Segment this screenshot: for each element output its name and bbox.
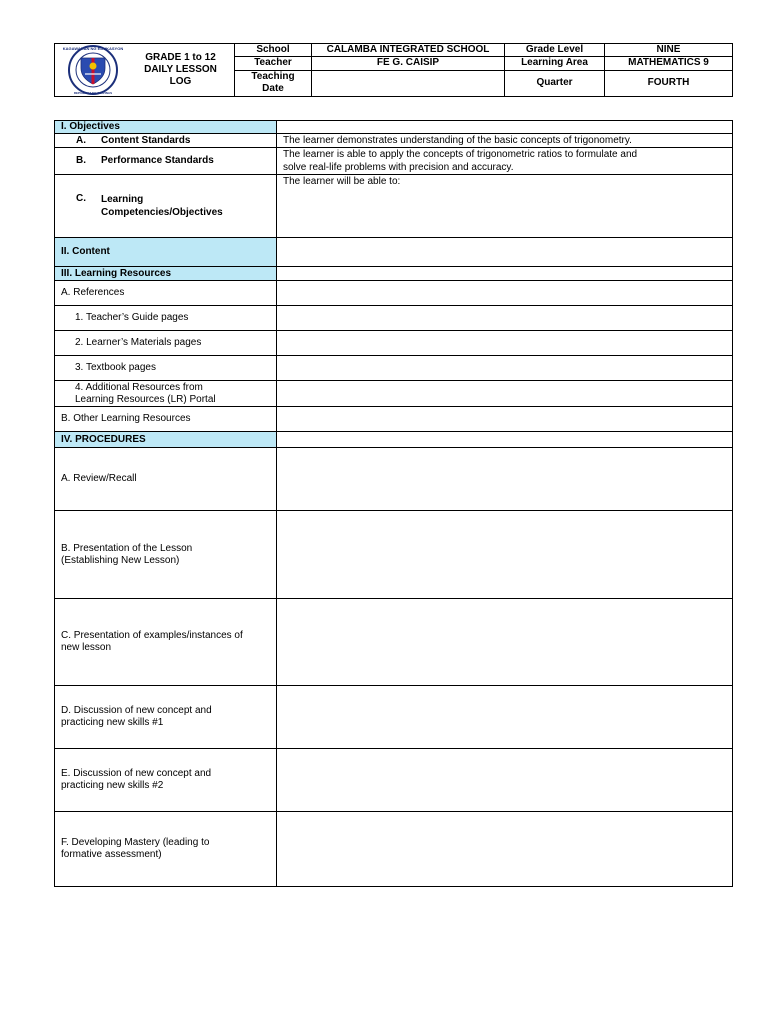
quarter-value: FOURTH xyxy=(605,70,733,97)
objectives-value[interactable] xyxy=(277,121,733,134)
discussion-1-value[interactable] xyxy=(277,686,733,749)
examples-value[interactable] xyxy=(277,599,733,686)
teachers-guide-value[interactable] xyxy=(277,306,733,331)
table-row xyxy=(55,121,733,134)
table-row xyxy=(55,599,733,686)
references-label: A. References xyxy=(55,281,277,306)
learners-materials-value[interactable] xyxy=(277,331,733,356)
table-row xyxy=(55,686,733,749)
content-value[interactable] xyxy=(277,238,733,267)
table-row xyxy=(55,134,733,148)
table-row xyxy=(55,175,733,238)
learning-area-value: MATHEMATICS 9 xyxy=(605,57,733,70)
content-standards-value[interactable]: The learner demonstrates understanding of the basic concepts of trigonometry. xyxy=(277,134,733,148)
quarter-label: Quarter xyxy=(505,70,605,97)
grade-level-label: Grade Level xyxy=(505,44,605,57)
learners-materials-label: 2. Learner’s Materials pages xyxy=(55,331,277,356)
discussion-2-label: E. Discussion of new concept and practicing new skills #2 xyxy=(55,749,277,812)
teachers-guide-label: 1. Teacher’s Guide pages xyxy=(55,306,277,331)
school-value: CALAMBA INTEGRATED SCHOOL xyxy=(312,44,505,57)
table-row xyxy=(55,238,733,267)
deped-seal-icon xyxy=(55,44,127,96)
section-content: II. Content xyxy=(55,238,277,267)
section-procedures: IV. PROCEDURES xyxy=(55,432,277,448)
discussion-1-label: D. Discussion of new concept and practicing new skills #1 xyxy=(55,686,277,749)
competencies-value[interactable]: The learner will be able to: xyxy=(277,175,733,238)
other-resources-label: B. Other Learning Resources xyxy=(55,407,277,432)
grade-level-value: NINE xyxy=(605,44,733,57)
additional-resources-value[interactable] xyxy=(277,381,733,407)
table-row xyxy=(55,356,733,381)
log-title: GRADE 1 to 12 DAILY LESSON LOG xyxy=(144,52,217,87)
table-row xyxy=(55,407,733,432)
table-row xyxy=(55,448,733,511)
table-row xyxy=(55,812,733,887)
content-standards-label: A. Content Standards xyxy=(55,134,277,148)
references-value[interactable] xyxy=(277,281,733,306)
seal-bottom-text: REPUBLIKA NG PILIPINAS xyxy=(73,91,113,95)
table-row xyxy=(55,381,733,407)
table-row xyxy=(55,432,733,448)
procedures-value[interactable] xyxy=(277,432,733,448)
examples-label: C. Presentation of examples/instances of new lesson xyxy=(55,599,277,686)
review-value[interactable] xyxy=(277,448,733,511)
school-label: School xyxy=(235,44,312,57)
seal-arc-text: KAGAWARAN NG EDUKASYON xyxy=(62,46,124,51)
teaching-date-label: Teaching Date xyxy=(235,70,312,97)
lesson-log-table xyxy=(54,120,733,887)
table-row xyxy=(55,148,733,175)
section-objectives: I. Objectives xyxy=(55,121,277,134)
textbook-label: 3. Textbook pages xyxy=(55,356,277,381)
teaching-date-value[interactable] xyxy=(312,70,505,97)
performance-standards-label: B. Performance Standards xyxy=(55,148,277,175)
competencies-label: C. Learning Competencies/Objectives xyxy=(55,175,277,238)
table-row xyxy=(55,331,733,356)
mastery-label: F. Developing Mastery (leading to formative assessment) xyxy=(55,812,277,887)
table-row xyxy=(55,306,733,331)
presentation-value[interactable] xyxy=(277,511,733,599)
learning-resources-value[interactable] xyxy=(277,267,733,281)
mastery-value[interactable] xyxy=(277,812,733,887)
performance-standards-value[interactable]: The learner is able to apply the concepts of trigonometric ratios to formulate and solve real-life problems with precision and accuracy. xyxy=(277,148,733,175)
logo-cell xyxy=(55,44,235,97)
section-learning-resources: III. Learning Resources xyxy=(55,267,277,281)
additional-resources-label: 4. Additional Resources from Learning Resources (LR) Portal xyxy=(55,381,277,407)
teacher-value: FE G. CAISIP xyxy=(312,57,505,70)
table-row xyxy=(55,511,733,599)
table-row xyxy=(55,281,733,306)
other-resources-value[interactable] xyxy=(277,407,733,432)
discussion-2-value[interactable] xyxy=(277,749,733,812)
review-label: A. Review/Recall xyxy=(55,448,277,511)
table-row xyxy=(55,267,733,281)
table-row xyxy=(55,749,733,812)
presentation-label: B. Presentation of the Lesson (Establishing New Lesson) xyxy=(55,511,277,599)
teacher-label: Teacher xyxy=(235,57,312,70)
learning-area-label: Learning Area xyxy=(505,57,605,70)
textbook-value[interactable] xyxy=(277,356,733,381)
header-table xyxy=(54,43,733,97)
